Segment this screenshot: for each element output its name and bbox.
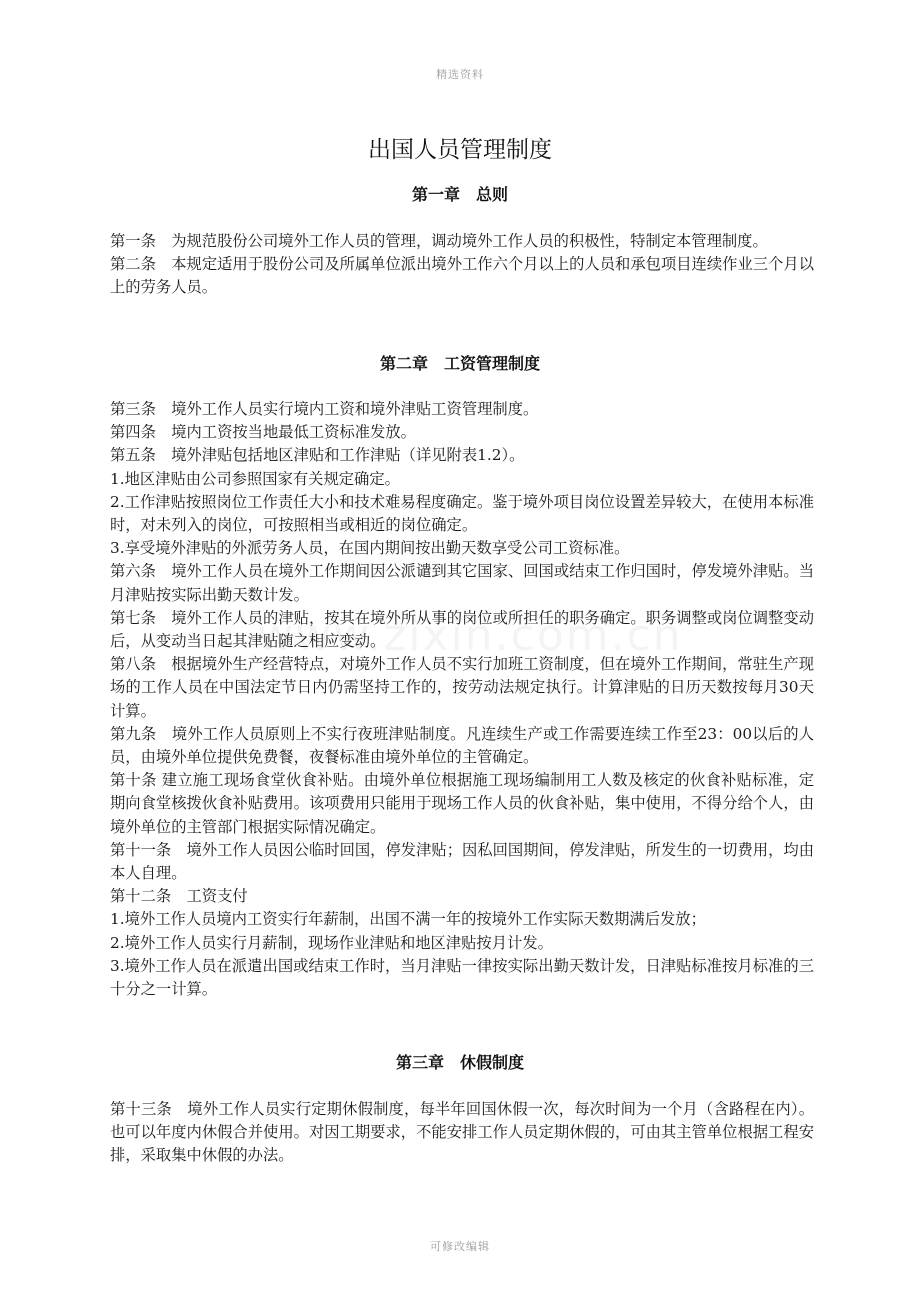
article-3: 第三条 境外工作人员实行境内工资和境外津贴工资管理制度。 (110, 400, 539, 418)
article-7: 第七条 境外工作人员的津贴，按其在境外所从事的岗位或所担任的职务确定。职务调整或岗位调整变动后，从变动当日起其津贴随之相应变动。 (110, 608, 814, 651)
article-9: 第九条 境外工作人员原则上不实行夜班津贴制度。凡连续生产或工作需要连续工作至23：00以后的人员，由境外单位提供免费餐，夜餐标准由境外单位的主管确定。 (110, 724, 814, 767)
chapter-1-body (110, 230, 814, 300)
chapter-2-body (110, 398, 814, 1001)
article-6: 第六条 境外工作人员在境外工作期间因公派谴到其它国家、回国或结束工作归国时，停发境外津贴。当月津贴按实际出勤天数计发。 (110, 562, 814, 604)
article-13: 第十三条 境外工作人员实行定期休假制度，每半年回国休假一次，每次时间为一个月（含路程在内）。也可以年度内休假合并使用。对因工期要求，不能安排工作人员定期休假的，可由其主管单位根据工程安排，采取集中休假的办法。 (110, 1100, 814, 1165)
header-note: 精选资料 (436, 68, 484, 81)
chapter-3-body (110, 1098, 814, 1168)
article-5-item-1: 1.地区津贴由公司参照国家有关规定确定。 (110, 469, 400, 488)
chapter-1-heading: 第一章 总则 (411, 185, 508, 204)
article-12-item-1: 1.境外工作人员境内工资实行年薪制，出国不满一年的按境外工作实际天数期满后发放； (110, 910, 706, 929)
article-5-item-2: 2.工作津贴按照岗位工作责任大小和技术难易程度确定。鉴于境外项目岗位设置差异较大，在使用本标准时，对未列入的岗位，可按照相当或相近的岗位确定。 (110, 492, 814, 535)
article-2: 第二条 本规定适用于股份公司及所属单位派出境外工作六个月以上的人员和承包项目连续作业三个月以上的劳务人员。 (110, 255, 814, 297)
article-5-item-3: 3.享受境外津贴的外派劳务人员，在国内期间按出勤天数享受公司工资标准。 (110, 539, 630, 558)
article-5: 第五条 境外津贴包括地区津贴和工作津贴（详见附表1.2）。 (110, 446, 525, 465)
footer-note: 可修改编辑 (430, 1240, 490, 1253)
article-12: 第十二条 工资支付 (110, 887, 248, 906)
article-12-item-2: 2.境外工作人员实行月薪制，现场作业津贴和地区津贴按月计发。 (110, 933, 553, 952)
article-11: 第十一条 境外工作人员因公临时回国，停发津贴；因私回国期间，停发津贴，所发生的一切费用，均由本人自理。 (110, 840, 814, 883)
chapter-3-heading: 第三章 休假制度 (395, 1053, 524, 1072)
article-1: 第一条 为规范股份公司境外工作人员的管理，调动境外工作人员的积极性，特制定本管理制度。 (110, 232, 768, 250)
article-4: 第四条 境内工资按当地最低工资标准发放。 (110, 423, 416, 442)
article-10: 第十条 建立施工现场食堂伙食补贴。由境外单位根据施工现场编制用工人数及核定的伙食补贴标准，定期向食堂核拨伙食补贴费用。该项费用只能用于现场工作人员的伙食补贴，集中使用，不得分给个人，由境外单位的主管部门根据实际情况确定。 (110, 771, 814, 836)
document-title: 出国人员管理制度 (368, 137, 552, 164)
article-12-item-3: 3.境外工作人员在派遣出国或结束工作时，当月津贴一律按实际出勤天数计发，日津贴标准按月标准的三十分之一计算。 (110, 956, 814, 999)
article-8: 第八条 根据境外生产经营特点，对境外工作人员不实行加班工资制度，但在境外工作期间，常驻生产现场的工作人员在中国法定节日内仍需坚持工作的，按劳动法规定执行。计算津贴的日历天数按每月30天计算。 (110, 655, 814, 720)
chapter-2-heading: 第二章 工资管理制度 (379, 354, 540, 373)
